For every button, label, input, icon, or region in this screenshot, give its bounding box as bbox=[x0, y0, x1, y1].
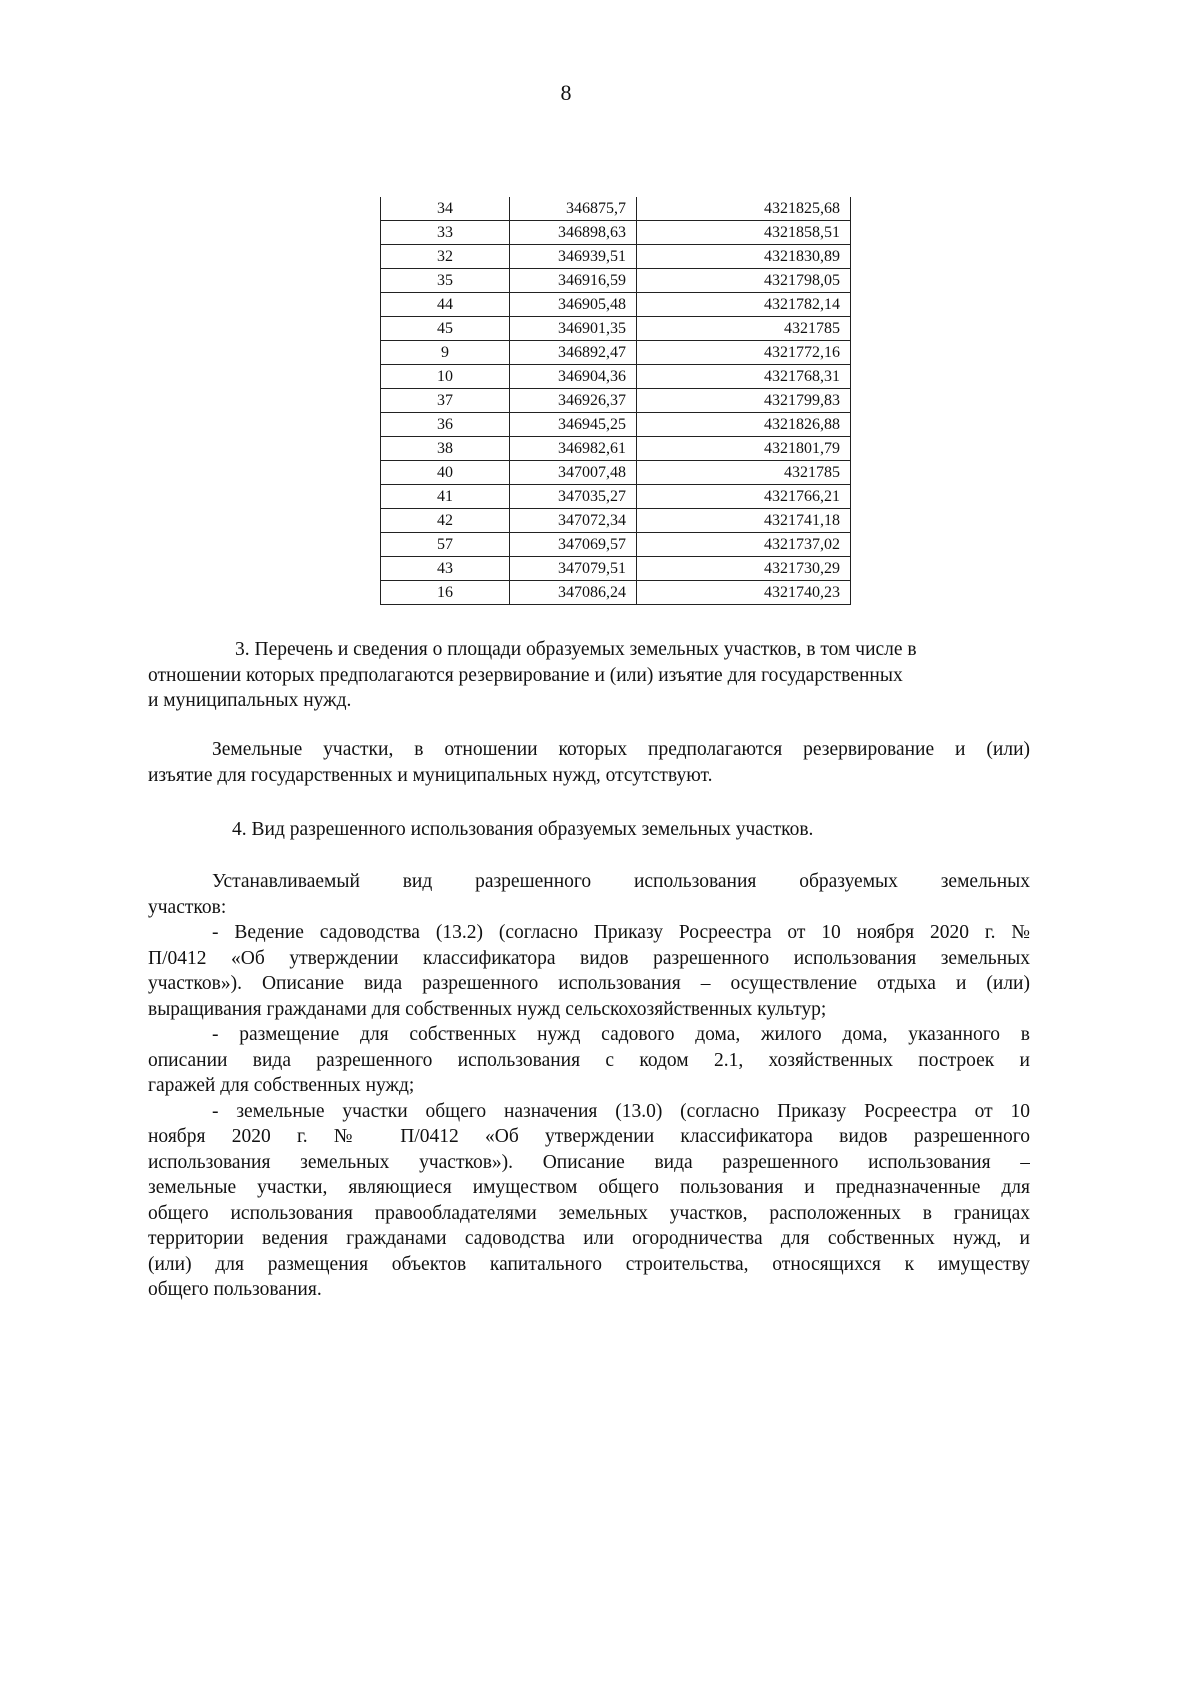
text-line: 4. Вид разрешенного использования образуемых земельных участков. bbox=[232, 819, 814, 840]
text-line: отношении которых предполагаются резервирование и (или) изъятие для государственных bbox=[148, 664, 903, 686]
y-coordinate: 4321737,02 bbox=[637, 533, 851, 557]
point-number: 37 bbox=[381, 389, 510, 413]
text-line: 3. Перечень и сведения о площади образуемых земельных участков, в том числе в bbox=[235, 639, 917, 660]
table-row bbox=[381, 557, 851, 581]
text-line: ноября 2020 г. № П/0412 «Об утверждении классификатора видов разрешенного bbox=[148, 1126, 1030, 1147]
x-coordinate: 346982,61 bbox=[510, 437, 637, 461]
section-3-text bbox=[148, 737, 1030, 788]
point-number: 41 bbox=[381, 485, 510, 509]
table-row bbox=[381, 221, 851, 245]
section-4-heading bbox=[148, 817, 1030, 843]
table-row bbox=[381, 413, 851, 437]
x-coordinate: 347072,34 bbox=[510, 509, 637, 533]
y-coordinate: 4321785 bbox=[637, 461, 851, 485]
table-row bbox=[381, 389, 851, 413]
x-coordinate: 346898,63 bbox=[510, 221, 637, 245]
table-row bbox=[381, 269, 851, 293]
text-line: гаражей для собственных нужд; bbox=[148, 1075, 415, 1096]
point-number: 32 bbox=[381, 245, 510, 269]
x-coordinate: 347086,24 bbox=[510, 581, 637, 605]
text-line: П/0412 «Об утверждении классификатора видов разрешенного использования земельных bbox=[148, 947, 1030, 969]
x-coordinate: 346939,51 bbox=[510, 245, 637, 269]
y-coordinate: 4321798,05 bbox=[637, 269, 851, 293]
x-coordinate: 346916,59 bbox=[510, 269, 637, 293]
y-coordinate: 4321740,23 bbox=[637, 581, 851, 605]
table-row bbox=[381, 485, 851, 509]
point-number: 10 bbox=[381, 365, 510, 389]
y-coordinate: 4321825,68 bbox=[637, 197, 851, 221]
point-number: 16 bbox=[381, 581, 510, 605]
x-coordinate: 346892,47 bbox=[510, 341, 637, 365]
table-row bbox=[381, 293, 851, 317]
point-number: 43 bbox=[381, 557, 510, 581]
page-number: 8 bbox=[560, 80, 572, 105]
x-coordinate: 346875,7 bbox=[510, 197, 637, 221]
table-row bbox=[381, 533, 851, 557]
text-line: - размещение для собственных нужд садового дома, жилого дома, указанного в bbox=[212, 1024, 1030, 1045]
x-coordinate: 347035,27 bbox=[510, 485, 637, 509]
y-coordinate: 4321730,29 bbox=[637, 557, 851, 581]
x-coordinate: 347069,57 bbox=[510, 533, 637, 557]
y-coordinate: 4321741,18 bbox=[637, 509, 851, 533]
table-row bbox=[381, 341, 851, 365]
table-row bbox=[381, 245, 851, 269]
section-4-text bbox=[148, 869, 1030, 1303]
table-row bbox=[381, 197, 851, 221]
point-number: 40 bbox=[381, 461, 510, 485]
x-coordinate: 346901,35 bbox=[510, 317, 637, 341]
y-coordinate: 4321799,83 bbox=[637, 389, 851, 413]
text-line: Земельные участки, в отношении которых предполагаются резервирование и (или) bbox=[212, 739, 1030, 760]
text-line: - земельные участки общего назначения (13.0) (согласно Приказу Росреестра от 10 bbox=[212, 1100, 1030, 1122]
y-coordinate: 4321801,79 bbox=[637, 437, 851, 461]
x-coordinate: 346945,25 bbox=[510, 413, 637, 437]
point-number: 35 bbox=[381, 269, 510, 293]
point-number: 42 bbox=[381, 509, 510, 533]
coordinates-table bbox=[380, 197, 851, 605]
y-coordinate: 4321785 bbox=[637, 317, 851, 341]
table-row bbox=[381, 509, 851, 533]
table-row bbox=[381, 581, 851, 605]
point-number: 33 bbox=[381, 221, 510, 245]
text-line: общего использования правообладателями земельных участков, расположенных в границах bbox=[148, 1202, 1030, 1224]
y-coordinate: 4321782,14 bbox=[637, 293, 851, 317]
point-number: 44 bbox=[381, 293, 510, 317]
table-row bbox=[381, 461, 851, 485]
y-coordinate: 4321826,88 bbox=[637, 413, 851, 437]
text-line: - Ведение садоводства (13.2) (согласно Приказу Росреестра от 10 ноября 2020 г. № bbox=[212, 922, 1030, 943]
text-line: выращивания гражданами для собственных нужд сельскохозяйственных культур; bbox=[148, 998, 827, 1020]
text-line: участков»). Описание вида разрешенного использования – осуществление отдыха и (или) bbox=[148, 973, 1030, 994]
x-coordinate: 347079,51 bbox=[510, 557, 637, 581]
y-coordinate: 4321772,16 bbox=[637, 341, 851, 365]
text-line: и муниципальных нужд. bbox=[148, 690, 352, 711]
point-number: 38 bbox=[381, 437, 510, 461]
y-coordinate: 4321768,31 bbox=[637, 365, 851, 389]
y-coordinate: 4321766,21 bbox=[637, 485, 851, 509]
table-row bbox=[381, 317, 851, 341]
point-number: 34 bbox=[381, 197, 510, 221]
point-number: 57 bbox=[381, 533, 510, 557]
text-line: (или) для размещения объектов капитального строительства, относящихся к имуществу bbox=[148, 1253, 1030, 1275]
text-line: территории ведения гражданами садоводства или огородничества для собственных нужд, и bbox=[148, 1228, 1030, 1249]
y-coordinate: 4321830,89 bbox=[637, 245, 851, 269]
y-coordinate: 4321858,51 bbox=[637, 221, 851, 245]
text-line: описании вида разрешенного использования с кодом 2.1, хозяйственных построек и bbox=[148, 1049, 1030, 1071]
x-coordinate: 347007,48 bbox=[510, 461, 637, 485]
section-3-heading bbox=[148, 637, 1030, 714]
text-line: Устанавливаемый вид разрешенного использования образуемых земельных bbox=[212, 871, 1030, 892]
x-coordinate: 346926,37 bbox=[510, 389, 637, 413]
point-number: 36 bbox=[381, 413, 510, 437]
text-line: общего пользования. bbox=[148, 1279, 322, 1300]
x-coordinate: 346905,48 bbox=[510, 293, 637, 317]
point-number: 9 bbox=[381, 341, 510, 365]
x-coordinate: 346904,36 bbox=[510, 365, 637, 389]
table-row bbox=[381, 365, 851, 389]
text-line: земельные участки, являющиеся имуществом общего пользования и предназначенные для bbox=[148, 1177, 1030, 1198]
point-number: 45 bbox=[381, 317, 510, 341]
table-row bbox=[381, 437, 851, 461]
text-line: изъятие для государственных и муниципальных нужд, отсутствуют. bbox=[148, 764, 713, 786]
text-line: участков: bbox=[148, 896, 227, 918]
text-line: использования земельных участков»). Описание вида разрешенного использования – bbox=[148, 1151, 1030, 1173]
